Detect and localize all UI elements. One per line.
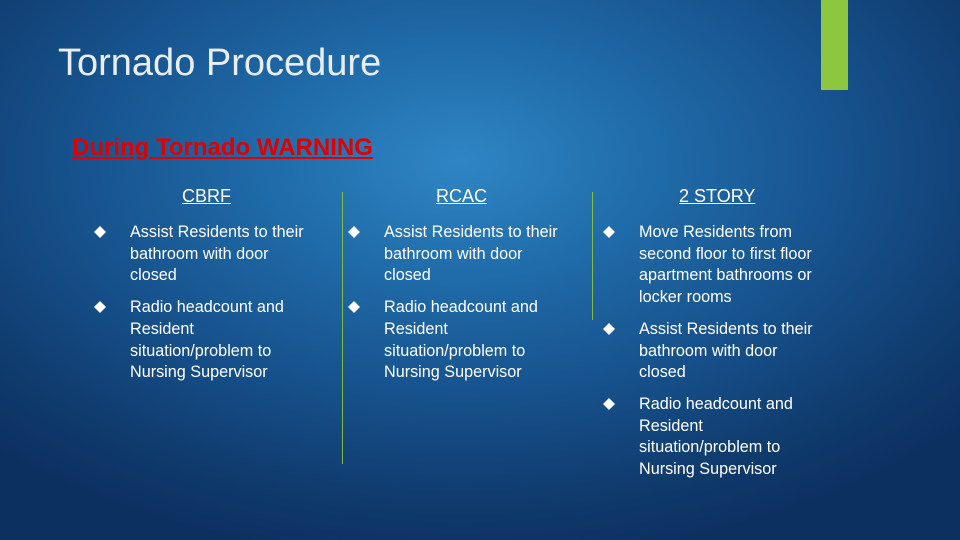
list-item-text: Assist Residents to their bathroom with door closed bbox=[384, 223, 558, 285]
list-item bbox=[603, 222, 828, 309]
list-item bbox=[94, 297, 309, 384]
column-divider-left bbox=[342, 192, 343, 464]
accent-bar bbox=[821, 0, 848, 90]
list-item bbox=[603, 319, 828, 384]
list-item-text: Assist Residents to their bathroom with door closed bbox=[130, 223, 304, 285]
list-item-text: Radio headcount and Resident situation/problem to Nursing Supervisor bbox=[384, 298, 538, 382]
list-item bbox=[94, 222, 309, 287]
column-header-2-story: 2 STORY bbox=[679, 186, 756, 206]
column-header-rcac: RCAC bbox=[436, 186, 488, 206]
list-item-text: Move Residents from second floor to first floor apartment bathrooms or locker rooms bbox=[639, 223, 812, 307]
column-divider-right bbox=[592, 192, 593, 320]
diamond-bullet-icon bbox=[94, 301, 106, 313]
diamond-bullet-icon bbox=[348, 226, 360, 238]
column-2-story bbox=[603, 222, 828, 491]
slide-title: Tornado Procedure bbox=[58, 42, 382, 84]
column-rcac bbox=[348, 222, 563, 394]
list-item-text: Assist Residents to their bathroom with door closed bbox=[639, 319, 813, 382]
diamond-bullet-icon bbox=[603, 398, 615, 410]
column-cbrf bbox=[94, 222, 309, 394]
diamond-bullet-icon bbox=[348, 301, 360, 313]
column-header-cbrf: CBRF bbox=[182, 186, 231, 206]
list-item-text: Radio headcount and Resident situation/problem to Nursing Supervisor bbox=[639, 394, 793, 479]
list-item-text: Radio headcount and Resident situation/problem to Nursing Supervisor bbox=[130, 298, 284, 382]
diamond-bullet-icon bbox=[603, 323, 615, 335]
list-item bbox=[348, 297, 563, 384]
list-item bbox=[603, 394, 828, 481]
diamond-bullet-icon bbox=[94, 226, 106, 238]
list-item bbox=[348, 222, 563, 287]
slide-subtitle: During Tornado WARNING bbox=[72, 134, 373, 161]
diamond-bullet-icon bbox=[603, 226, 615, 238]
